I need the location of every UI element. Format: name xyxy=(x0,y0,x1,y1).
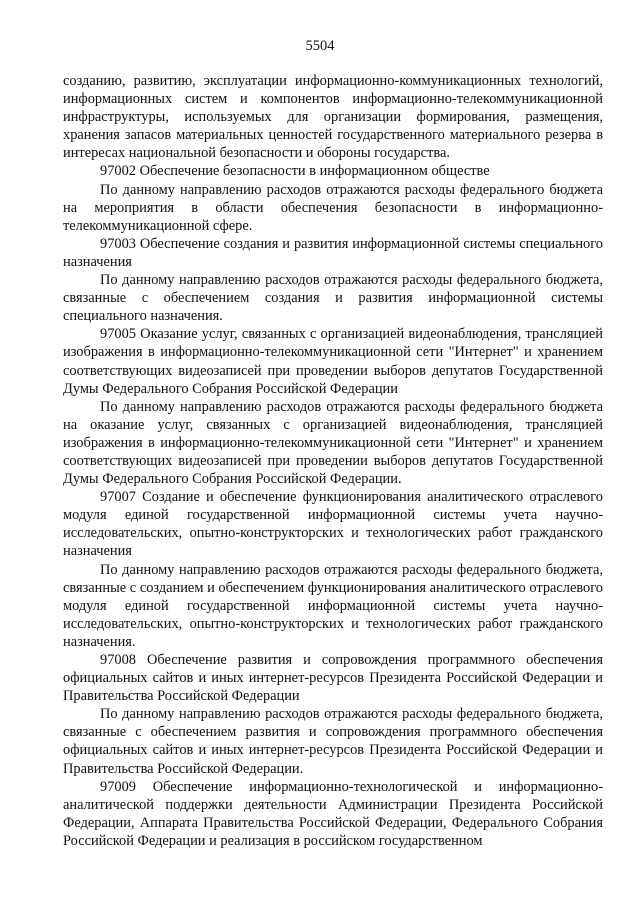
page-number: 5504 xyxy=(305,38,335,54)
paragraph-97008: По данному направлению расходов отражаются расходы федерального бюджета, связанные с обеспечением развития и сопровождения программного обеспечения официальных сайтов и иных интернет-ресурсов Президента Российской Федерации и Правительства Российской Федерации. xyxy=(63,706,603,777)
paragraph-continuation: созданию, развитию, эксплуатации информационно-коммуникационных технологий, информационных систем и компонентов информационно-телекоммуникационной инфраструктуры, используемых для организации формирования, размещения, хранения запасов материальных ценностей государственного материального резерва в интересах национальной безопасности и обороны государства. xyxy=(63,73,603,162)
paragraph-97002: По данному направлению расходов отражаются расходы федерального бюджета на мероприятия в области обеспечения безопасности в информационно-телекоммуникационной сфере. xyxy=(63,181,603,234)
document-body xyxy=(63,72,603,850)
section-heading-97008: 97008 Обеспечение развития и сопровождения программного обеспечения официальных сайтов и иных интернет-ресурсов Президента Российской Федерации и Правительства Российской Федерации xyxy=(63,652,603,705)
paragraph-97003: По данному направлению расходов отражаются расходы федерального бюджета, связанные с обеспечением создания и развития информационной системы специального назначения. xyxy=(63,272,603,325)
section-heading-97002: 97002 Обеспечение безопасности в информационном обществе xyxy=(100,163,490,180)
paragraph-97007: По данному направлению расходов отражаются расходы федерального бюджета, связанные с созданием и обеспечением функционирования аналитического отраслевого модуля единой государственной информационной системы учета научно-исследовательских, опытно-конструкторских и технологических работ гражданского назначения. xyxy=(63,561,603,650)
section-heading-97005: 97005 Оказание услуг, связанных с организацией видеонаблюдения, трансляцией изображения в информационно-телекоммуникационной сети "Интернет" и хранением соответствующих видеозаписей при проведении выборов депутатов Государственной Думы Федерального Собрания Российской Федерации xyxy=(63,326,603,397)
section-heading-97007: 97007 Создание и обеспечение функционирования аналитического отраслевого модуля единой государственной информационной системы учета научно-исследовательских, опытно-конструкторских и технологических работ гражданского назначения xyxy=(63,489,603,560)
section-heading-97003: 97003 Обеспечение создания и развития информационной системы специального назначения xyxy=(63,235,603,270)
section-heading-97009: 97009 Обеспечение информационно-технологической и информационно-аналитической поддержки деятельности Администрации Президента Российской Федерации, Аппарата Правительства Российской Федерации, Федерального Собрания Российской Федерации и реализация в российском государственном xyxy=(63,778,603,849)
paragraph-97005: По данному направлению расходов отражаются расходы федерального бюджета на оказание услуг, связанных с организацией видеонаблюдения, трансляцией изображения в информационно-телекоммуникационной сети "Интернет" и хранением соответствующих видеозаписей при проведении выборов депутатов Государственной Думы Федерального Собрания Российской Федерации. xyxy=(63,398,603,488)
